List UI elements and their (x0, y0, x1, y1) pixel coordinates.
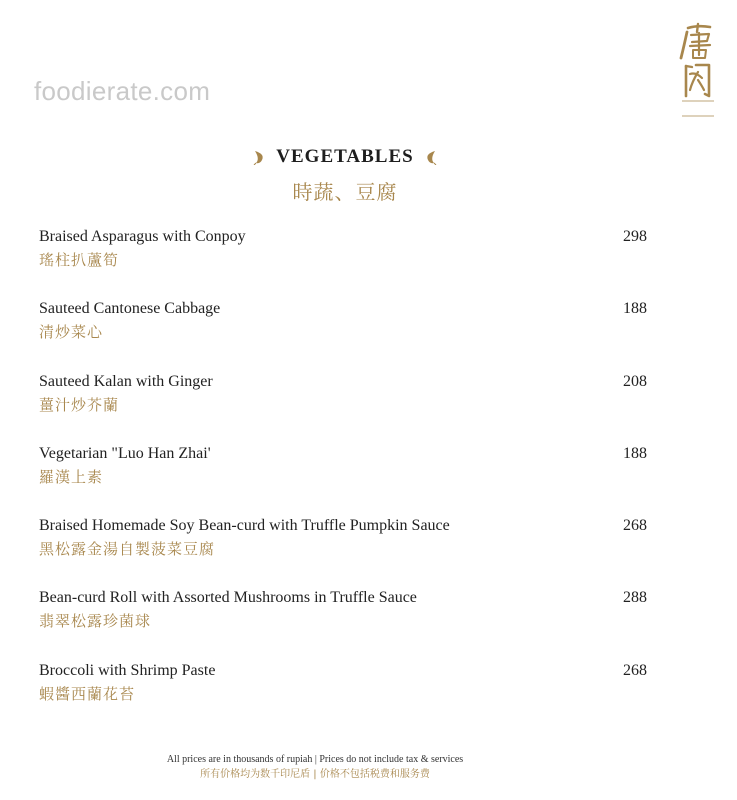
dish-name-english: Broccoli with Shrimp Paste (39, 661, 216, 679)
menu-item (39, 660, 649, 732)
dish-name-english: Vegetarian "Luo Han Zhai' (39, 444, 211, 462)
dish-price: 268 (623, 661, 647, 679)
dish-price: 188 (623, 300, 647, 318)
dish-name-chinese: 薑汁炒芥蘭 (39, 395, 120, 414)
tang-court-logo (678, 22, 718, 118)
right-leaf-ornament-icon (424, 149, 438, 165)
dish-name-english: Sauteed Cantonese Cabbage (39, 300, 221, 318)
section-title-row (252, 146, 437, 168)
dish-price: 188 (623, 444, 647, 462)
menu-item (39, 371, 649, 443)
section-header (0, 146, 690, 205)
footer-note (150, 753, 480, 783)
logo-mark (678, 22, 718, 118)
section-title: VEGETABLES (276, 146, 414, 167)
menu-item (39, 515, 649, 587)
dish-name-chinese: 羅漢上素 (39, 467, 104, 486)
footer-note-english: All prices are in thousands of rupiah | Prices do not include tax & services (166, 754, 464, 765)
dish-name-chinese: 黑松露金湯自製菠菜豆腐 (39, 540, 216, 559)
menu-item (39, 443, 649, 515)
dish-name-chinese: 翡翠松露珍菌球 (39, 612, 152, 631)
dish-price: 208 (623, 372, 647, 390)
dish-name-english: Braised Asparagus with Conpoy (39, 228, 246, 245)
menu-item (39, 587, 649, 659)
dish-name-english: Sauteed Kalan with Ginger (39, 372, 213, 390)
section-subtitle: 時蔬、豆腐 (292, 180, 398, 204)
menu-item (39, 226, 649, 298)
dish-price: 288 (623, 589, 647, 607)
dish-name-chinese: 清炒菜心 (39, 323, 104, 342)
menu-item (39, 298, 649, 370)
dish-price: 268 (623, 517, 647, 535)
dish-price: 298 (623, 228, 647, 245)
dish-name-english: Braised Homemade Soy Bean-curd with Truffle Pumpkin Sauce (39, 517, 450, 535)
left-leaf-ornament-icon (252, 149, 266, 165)
watermark-text: foodierate.com (34, 76, 211, 106)
dish-name-english: Bean-curd Roll with Assorted Mushrooms in Truffle Sauce (39, 589, 417, 607)
dish-name-chinese: 瑤柱扒蘆筍 (39, 251, 120, 269)
footer-note-chinese: 所有价格均为数千印尼盾 | 价格不包括税费和服务费 (200, 769, 430, 780)
dish-name-chinese: 蝦醬西蘭花苔 (39, 684, 136, 703)
menu-list (39, 226, 649, 732)
